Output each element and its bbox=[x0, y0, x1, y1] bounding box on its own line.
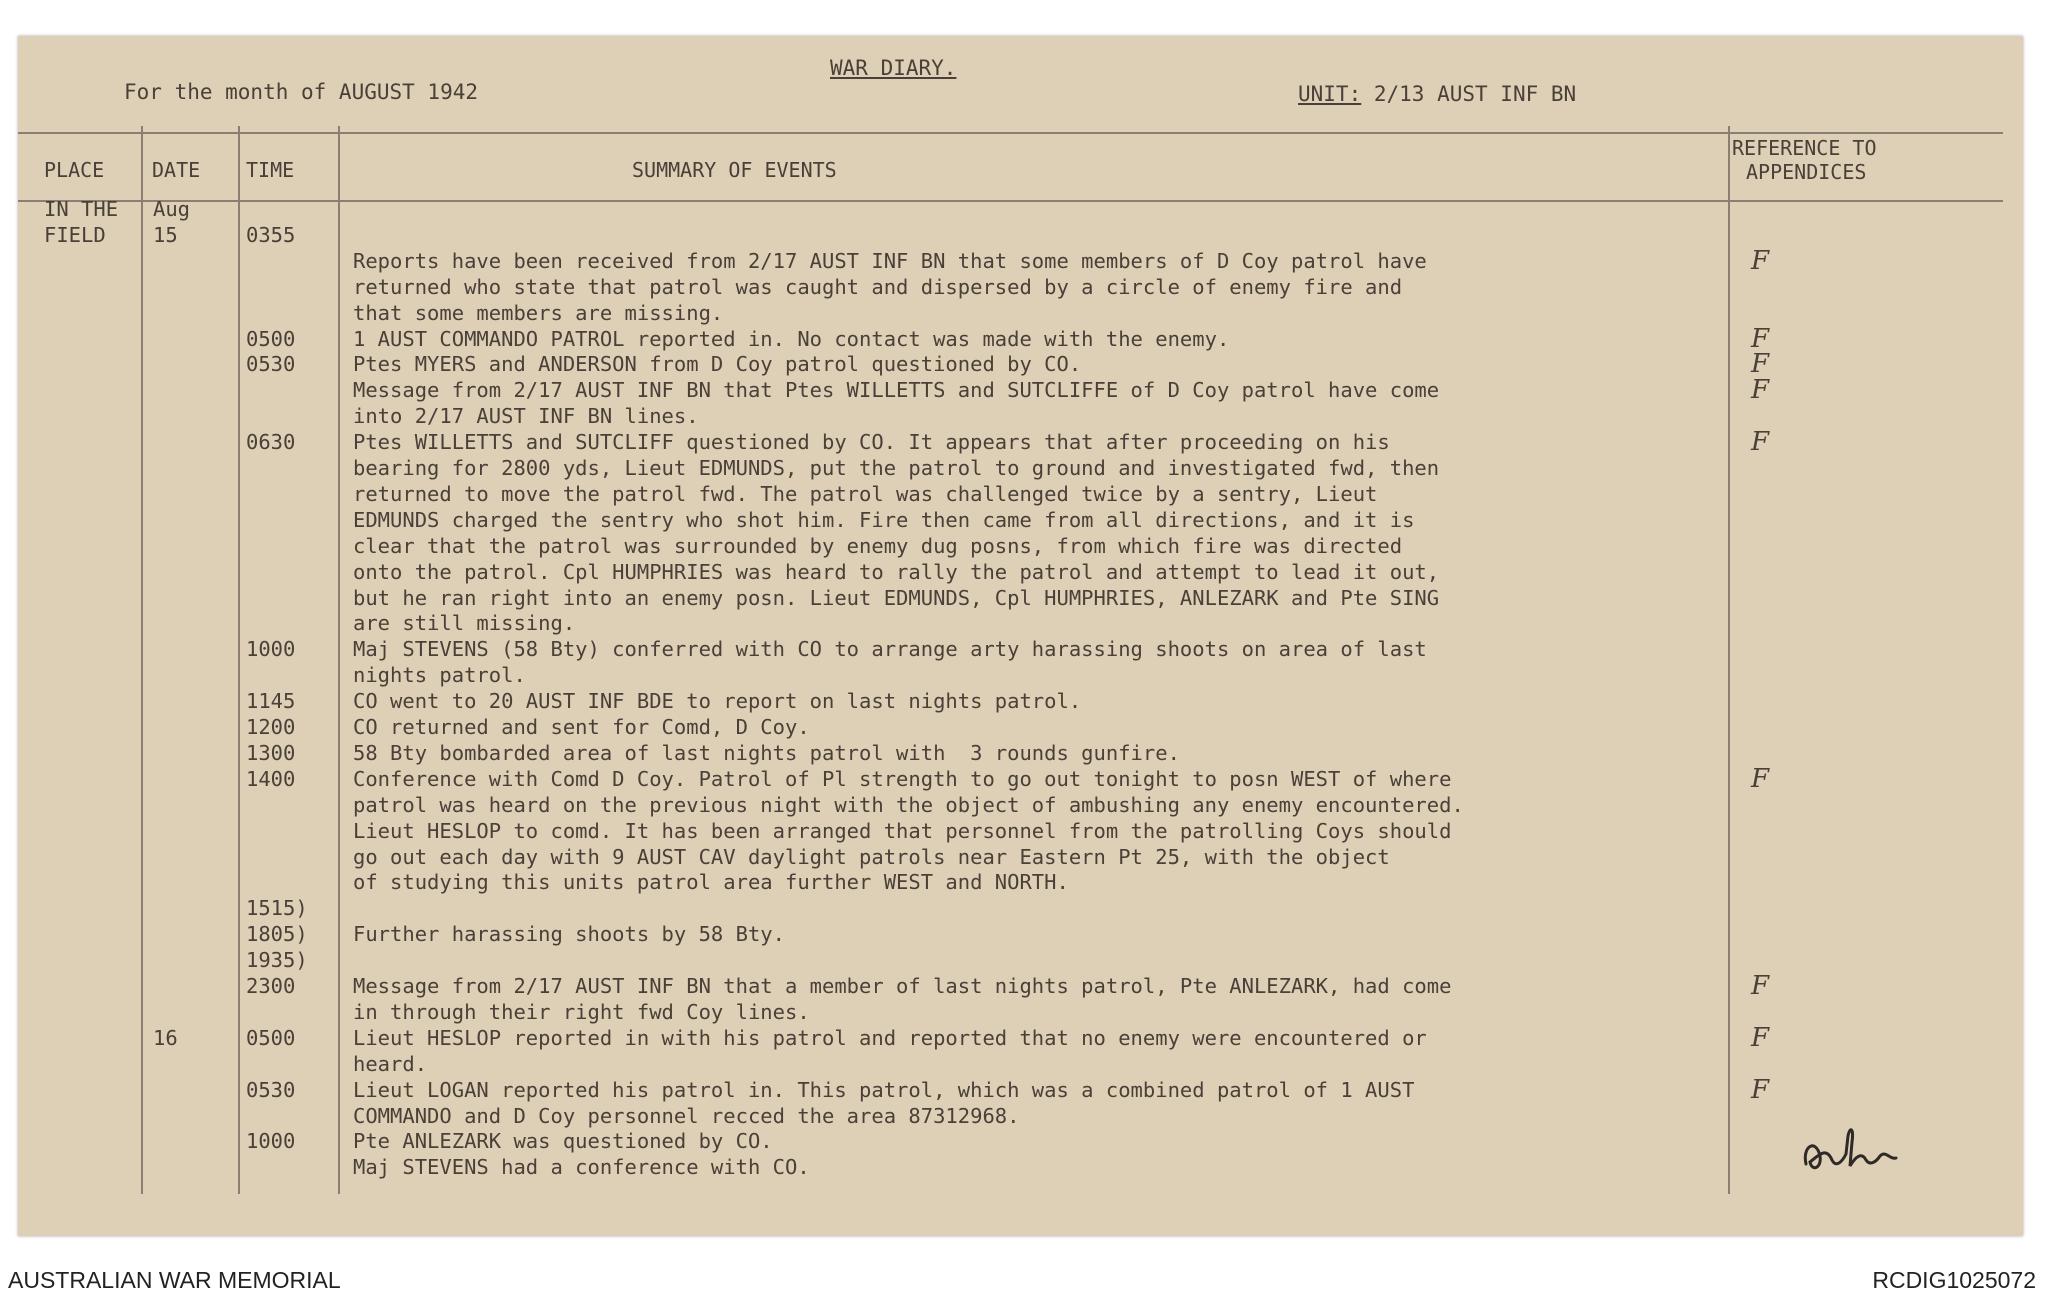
line-summary: Lieut HESLOP reported in with his patrol and reported that no enemy were encountered or bbox=[353, 1025, 1427, 1050]
diary-line bbox=[18, 245, 2023, 276]
line-summary: CO returned and sent for Comd, D Coy. bbox=[353, 715, 810, 739]
line-time: 1935) bbox=[246, 948, 308, 973]
line-summary: returned who state that patrol was caught and dispersed by a circle of enemy fire and bbox=[353, 274, 1403, 299]
line-summary: are still missing. bbox=[353, 611, 576, 636]
diary-page bbox=[18, 36, 2023, 1236]
line-time: 0530 bbox=[246, 1077, 296, 1102]
diary-line bbox=[18, 1128, 2023, 1154]
diary-line bbox=[18, 455, 2023, 481]
diary-line bbox=[18, 1022, 2023, 1053]
diary-line bbox=[18, 300, 2023, 326]
diary-line bbox=[18, 349, 2023, 380]
line-summary: into 2/17 AUST INF BN lines. bbox=[353, 404, 699, 429]
line-summary: clear that the patrol was surrounded by enemy dug posns, from which fire was directed bbox=[353, 533, 1403, 558]
line-time: 2300 bbox=[246, 974, 296, 998]
diary-line bbox=[18, 375, 2023, 406]
line-summary: Lieut HESLOP to comd. It has been arranged that personnel from the patrolling Coys should bbox=[353, 818, 1452, 843]
line-time: 1300 bbox=[246, 740, 296, 765]
diary-line bbox=[18, 714, 2023, 740]
line-summary: heard. bbox=[353, 1051, 428, 1076]
line-summary: CO went to 20 AUST INF BDE to report on last nights patrol. bbox=[353, 689, 1082, 714]
line-reference: F bbox=[1751, 427, 1770, 458]
diary-line bbox=[18, 740, 2023, 766]
diary-line bbox=[18, 323, 2023, 354]
line-time: 0355 bbox=[246, 222, 296, 247]
line-summary: that some members are missing. bbox=[353, 300, 724, 325]
line-time: 1145 bbox=[246, 689, 296, 714]
line-summary: Further harassing shoots by 58 Bty. bbox=[353, 922, 785, 947]
unit-label: UNIT: bbox=[1298, 82, 1362, 106]
diary-line bbox=[18, 921, 2023, 947]
line-summary: Conference with Comd D Coy. Patrol of Pl strength to go out tonight to posn WEST of where bbox=[353, 766, 1452, 791]
line-summary: Ptes MYERS and ANDERSON from D Coy patrol questioned by CO. bbox=[353, 352, 1082, 377]
column-summary: SUMMARY OF EVENTS bbox=[632, 158, 837, 182]
line-summary: in through their right fwd Coy lines. bbox=[353, 999, 810, 1024]
line-summary: but he ran right into an enemy posn. Lieut EDMUNDS, Cpl HUMPHRIES, ANLEZARK and Pte SING bbox=[353, 585, 1440, 610]
diary-line bbox=[18, 1103, 2023, 1129]
diary-title: WAR DIARY. bbox=[830, 56, 957, 80]
diary-line bbox=[18, 559, 2023, 585]
signature-icon bbox=[1798, 1116, 1918, 1186]
diary-line bbox=[18, 507, 2023, 533]
diary-line bbox=[18, 1051, 2023, 1077]
diary-line bbox=[18, 1074, 2023, 1105]
line-summary: of studying this units patrol area further WEST and NORTH. bbox=[353, 870, 1069, 895]
line-date: Aug bbox=[153, 197, 191, 221]
line-summary: EDMUNDS charged the sentry who shot him. Fire then came from all directions, and it is bbox=[353, 507, 1415, 532]
line-time: 0500 bbox=[246, 1025, 296, 1050]
line-time: 0530 bbox=[246, 352, 296, 377]
line-date: 15 bbox=[153, 222, 178, 247]
line-reference: F bbox=[1751, 763, 1770, 794]
line-summary: onto the patrol. Cpl HUMPHRIES was heard to rally the patrol and attempt to lead it out, bbox=[353, 559, 1440, 584]
line-summary: returned to move the patrol fwd. The patrol was challenged twice by a sentry, Lieut bbox=[353, 481, 1378, 506]
column-time: TIME bbox=[246, 158, 295, 182]
footer-left: AUSTRALIAN WAR MEMORIAL bbox=[8, 1267, 341, 1293]
unit-value: 2/13 AUST INF BN bbox=[1373, 82, 1577, 106]
column-place: PLACE bbox=[44, 158, 105, 182]
line-place: IN THE bbox=[44, 197, 119, 221]
diary-line bbox=[18, 636, 2023, 662]
header-top-rule bbox=[18, 132, 2003, 134]
line-summary: go out each day with 9 AUST CAV daylight patrols near Eastern Pt 25, with the object bbox=[353, 844, 1390, 869]
month-text: For the month of AUGUST 1942 bbox=[124, 80, 479, 104]
line-summary: nights patrol. bbox=[353, 663, 526, 688]
line-reference: F bbox=[1751, 349, 1770, 380]
line-date: 16 bbox=[153, 1025, 178, 1050]
line-summary: 1 AUST COMMANDO PATROL reported in. No contact was made with the enemy. bbox=[353, 326, 1230, 351]
diary-line bbox=[18, 895, 2023, 921]
line-reference: F bbox=[1751, 323, 1770, 354]
diary-line bbox=[18, 222, 2023, 248]
line-summary: bearing for 2800 yds, Lieut EDMUNDS, put the patrol to ground and investigated fwd, then bbox=[353, 456, 1440, 480]
line-summary: patrol was heard on the previous night with the object of ambushing any enemy encountered. bbox=[353, 792, 1464, 817]
diary-line bbox=[18, 792, 2023, 818]
line-time: 0630 bbox=[246, 430, 296, 455]
unit-block bbox=[1298, 82, 1576, 106]
line-summary: Ptes WILLETTS and SUTCLIFF questioned by CO. It appears that after proceeding on his bbox=[353, 430, 1390, 455]
diary-line bbox=[18, 818, 2023, 844]
diary-line bbox=[18, 844, 2023, 870]
line-time: 1515) bbox=[246, 896, 308, 921]
line-reference: F bbox=[1751, 971, 1770, 1001]
column-reference-line2: APPENDICES bbox=[1746, 160, 1867, 184]
diary-line bbox=[18, 274, 2023, 300]
line-summary: Lieut LOGAN reported his patrol in. This patrol, which was a combined patrol of 1 AUST bbox=[353, 1077, 1415, 1102]
diary-line bbox=[18, 662, 2023, 688]
line-reference: F bbox=[1751, 375, 1770, 406]
footer-right: RCDIG1025072 bbox=[1872, 1267, 2036, 1293]
line-summary: 58 Bty bombarded area of last nights patrol with 3 rounds gunfire. bbox=[353, 740, 1180, 765]
line-time: 1805) bbox=[246, 922, 308, 947]
diary-line bbox=[18, 585, 2023, 611]
column-reference-line1: REFERENCE TO bbox=[1732, 136, 1877, 160]
diary-line bbox=[18, 481, 2023, 507]
diary-line bbox=[18, 610, 2023, 636]
line-reference: F bbox=[1751, 1074, 1770, 1105]
diary-line bbox=[18, 688, 2023, 714]
diary-line bbox=[18, 973, 2023, 999]
line-summary: COMMANDO and D Coy personnel recced the area 87312968. bbox=[353, 1103, 1020, 1128]
line-time: 1000 bbox=[246, 637, 296, 662]
diary-line bbox=[18, 427, 2023, 458]
line-time: 0500 bbox=[246, 326, 296, 351]
line-summary: Reports have been received from 2/17 AUST INF BN that some members of D Coy patrol have bbox=[353, 248, 1427, 273]
diary-line bbox=[18, 533, 2023, 559]
column-date: DATE bbox=[152, 158, 201, 182]
line-time: 1200 bbox=[246, 715, 296, 739]
diary-line bbox=[18, 763, 2023, 794]
line-summary: Message from 2/17 AUST INF BN that Ptes WILLETTS and SUTCLIFFE of D Coy patrol have come bbox=[353, 378, 1440, 403]
diary-line bbox=[18, 869, 2023, 895]
diary-line bbox=[18, 403, 2023, 429]
line-summary: Pte ANLEZARK was questioned by CO. bbox=[353, 1129, 773, 1154]
line-summary: Maj STEVENS (58 Bty) conferred with CO to arrange arty harassing shoots on area of last bbox=[353, 637, 1427, 662]
line-reference: F bbox=[1751, 245, 1770, 276]
line-time: 1400 bbox=[246, 766, 296, 791]
line-time: 1000 bbox=[246, 1129, 296, 1154]
line-reference: F bbox=[1751, 1022, 1770, 1053]
diary-line bbox=[18, 947, 2023, 973]
diary-line bbox=[18, 999, 2023, 1025]
diary-line bbox=[18, 1154, 2023, 1180]
line-summary: Maj STEVENS had a conference with CO. bbox=[353, 1155, 810, 1180]
line-place: FIELD bbox=[44, 222, 106, 247]
line-summary: Message from 2/17 AUST INF BN that a member of last nights patrol, Pte ANLEZARK, had come bbox=[353, 974, 1452, 998]
diary-line bbox=[18, 196, 2023, 222]
